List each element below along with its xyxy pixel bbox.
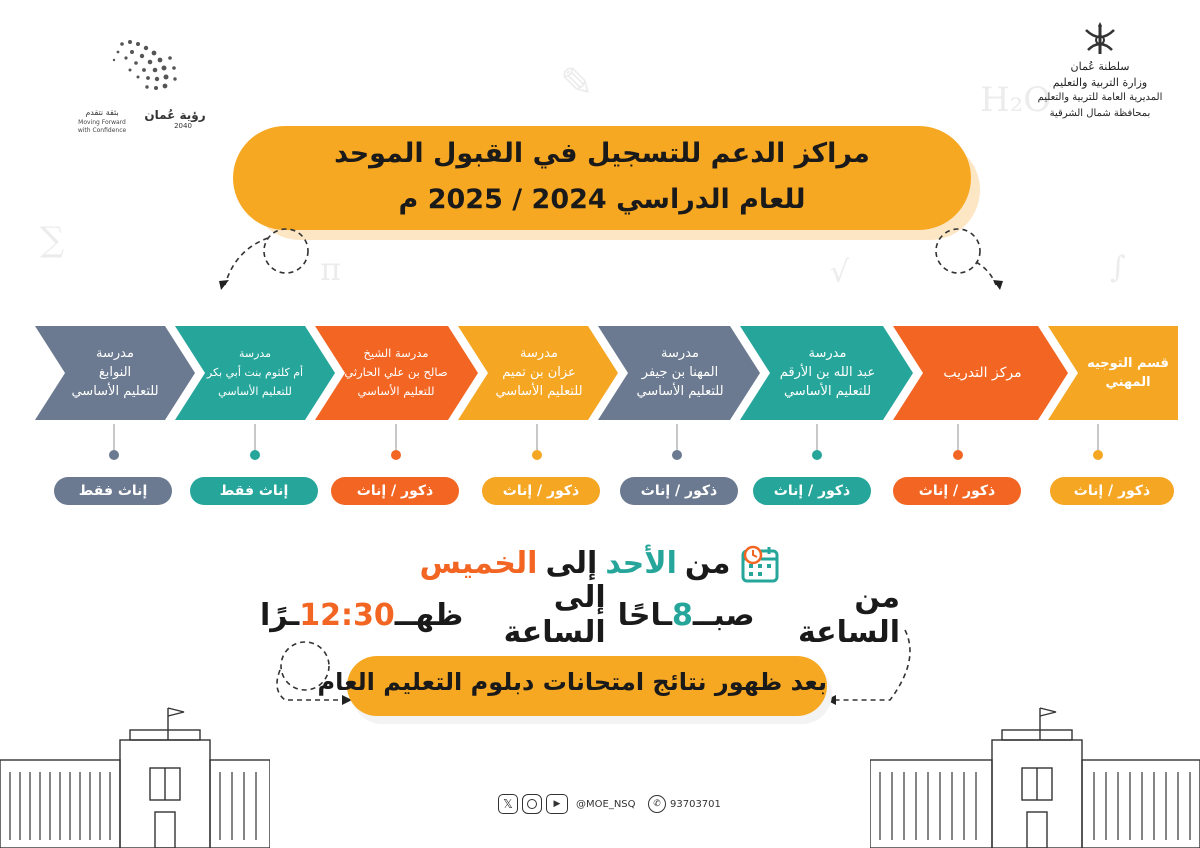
gender-badge: ذكور / إناث <box>753 477 871 505</box>
time-pm-word-a: ظهــ <box>394 597 464 633</box>
gender-badge: ذكور / إناث <box>331 477 459 505</box>
stem-line <box>1097 424 1099 450</box>
stem-line <box>816 424 818 450</box>
stem-dot <box>953 450 963 460</box>
building-right-illustration <box>870 700 1200 848</box>
calendar-clock-icon <box>739 543 781 583</box>
social-handle[interactable]: @MOE_NSQ <box>576 798 636 810</box>
center-label-abdullah-bin-alarqam: مدرسة عبد الله بن الأرقم للتعليم الأساسي <box>779 345 876 399</box>
stem-dot <box>812 450 822 460</box>
stem-dot <box>532 450 542 460</box>
phone-contact <box>648 792 738 816</box>
time-to: إلى الساعة <box>503 580 606 650</box>
bg-doodle: ∑ <box>40 220 65 260</box>
instagram-icon[interactable] <box>522 794 542 814</box>
title-line-1: مراكز الدعم للتسجيل في القبول الموحد <box>334 138 870 169</box>
vision-text: رؤية عُمان <box>144 108 206 122</box>
ministry-line-4: بمحافظة شمال الشرقية <box>1049 108 1151 119</box>
center-label-azzan-bin-tamim: مدرسة عزان بن تميم للتعليم الأساسي <box>495 345 583 399</box>
center-label-almuhanna-bin-jaifar: مدرسة المهنا بن جيفر للتعليم الأساسي <box>636 345 724 399</box>
bg-doodle: √ <box>830 255 850 290</box>
vision-tagline-en-1: Moving Forward <box>78 119 126 126</box>
bg-doodle: ✎ <box>560 60 594 106</box>
phone-number[interactable]: 93703701 <box>670 798 721 810</box>
ministry-line-3: المديرية العامة للتربية والتعليم <box>1037 92 1163 103</box>
time-pm-word-b: ـرًا <box>260 597 300 633</box>
youtube-icon[interactable]: ▶ <box>546 794 568 814</box>
day-start: الأحد <box>605 545 677 581</box>
time-row <box>260 580 900 650</box>
vision-tagline-en-2: with Confidence <box>77 127 127 134</box>
bg-doodle: π <box>320 250 342 288</box>
center-label-umm-kulthum: مدرسة أم كلثوم بنت أبي بكر للتعليم الأساسي <box>206 346 304 398</box>
stem-line <box>676 424 678 450</box>
gender-badge: إناث فقط <box>54 477 172 505</box>
title-line-2: للعام الدراسي 2024 / 2025 م <box>398 184 806 215</box>
time-end: 12:30 <box>299 597 395 633</box>
center-label-saleh-alharthi: مدرسة الشيخ صالح بن علي الحارثي للتعليم الأساسي <box>344 345 448 398</box>
day-end: الخميس <box>419 545 538 581</box>
stem-line <box>113 424 115 450</box>
vision-tagline-ar: بثقة نتقدم <box>85 108 119 117</box>
ministry-line-2: وزارة التربية والتعليم <box>1052 76 1148 89</box>
x-twitter-icon[interactable]: 𝕏 <box>498 794 518 814</box>
time-start: 8 <box>672 597 693 633</box>
stem-line <box>957 424 959 450</box>
bg-doodle: H₂O <box>980 80 1052 120</box>
bg-doodle: ∫ <box>1110 250 1126 285</box>
stem-dot <box>109 450 119 460</box>
days-to: إلى <box>545 545 598 581</box>
center-label-vocational-guidance: قسم التوجيه المهني <box>1087 356 1169 390</box>
stem-dot <box>1093 450 1103 460</box>
ministry-line-1: سلطنة عُمان <box>1070 60 1130 73</box>
stem-line <box>395 424 397 450</box>
gender-badge: ذكور / إناث <box>1050 477 1174 505</box>
stem-line <box>536 424 538 450</box>
center-label-training-center: مركز التدريب <box>943 364 1022 381</box>
stem-dot <box>391 450 401 460</box>
time-am-word-b: ـاحًا <box>617 597 673 633</box>
note-text: بعد ظهور نتائج امتحانات دبلوم التعليم العام <box>317 668 827 696</box>
gender-badge: ذكور / إناث <box>482 477 600 505</box>
center-label-alnawabigh: مدرسة النوابغ للتعليم الأساسي <box>71 345 159 399</box>
gender-badge: ذكور / إناث <box>893 477 1021 505</box>
whatsapp-icon[interactable]: ✆ <box>648 795 666 813</box>
stem-line <box>254 424 256 450</box>
days-from: من <box>684 545 731 581</box>
gender-badge: إناث فقط <box>190 477 318 505</box>
time-prefix: من الساعة <box>797 580 900 650</box>
vision-year: 2040 <box>174 122 192 130</box>
time-am-word-a: صبــ <box>692 597 755 633</box>
building-left-illustration <box>0 700 270 848</box>
stem-dot <box>672 450 682 460</box>
stem-dot <box>250 450 260 460</box>
gender-badge: ذكور / إناث <box>620 477 738 505</box>
